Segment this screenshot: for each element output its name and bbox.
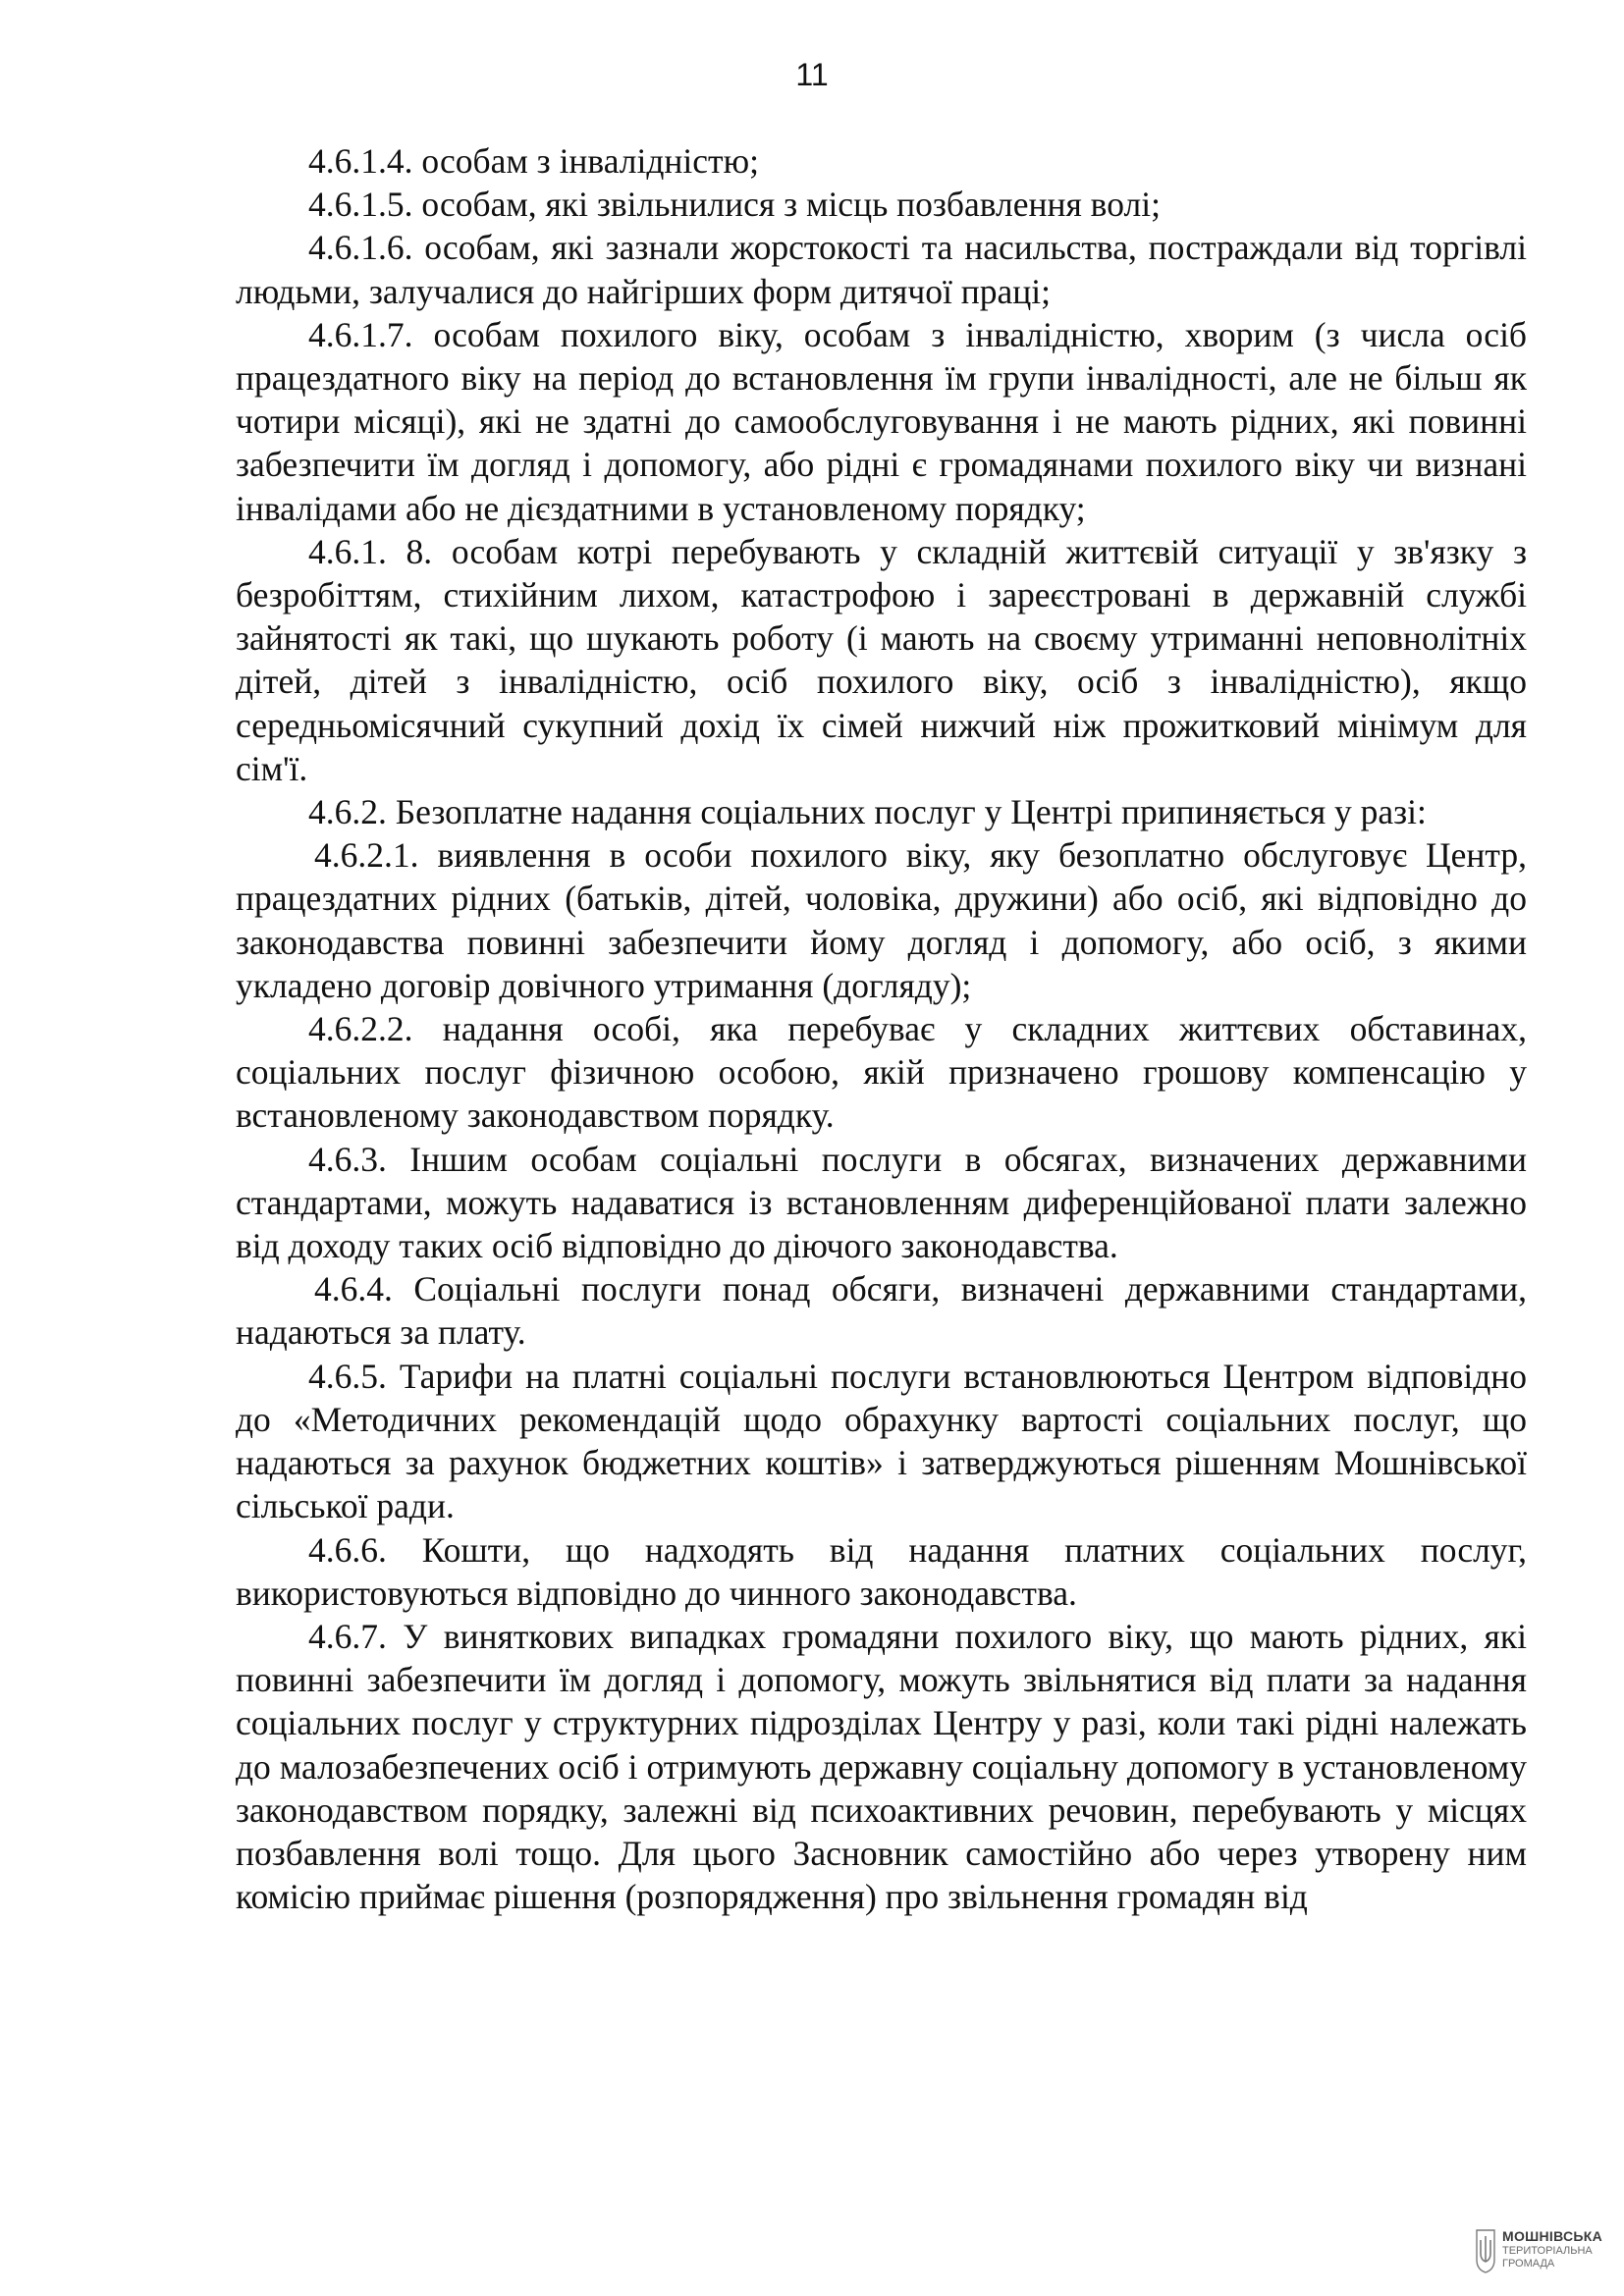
paragraph-4-6-7: 4.6.7. У виняткових випадках громадяни похилого віку, що мають рідних, які повинні забезпечити їм догляд і допомогу, можуть звільнятися від плати за надання соціальних послуг у структурних підрозділах Центру у разі, коли такі рідні належать до малозабезпечених осіб і отримують державну соціальну допомогу в установленому законодавством порядку, залежні від психоактивних речовин, перебувають у місцях позбавлення волі тощо. Для цього Засновник самостійно або через утворену ним комісію приймає рішення (розпорядження) про звільнення громадян від xyxy=(236,1616,1527,1917)
paragraph-4-6-4: 4.6.4. Соціальні послуги понад обсяги, визначені державними стандартами, надаються за плату. xyxy=(236,1269,1527,1353)
page-number: 11 xyxy=(795,57,829,92)
paragraph-4-6-2-2: 4.6.2.2. надання особі, яка перебуває у складних життєвих обставинах, соціальних послуг фізичною особою, якій призначено грошову компенсацію у встановленому законодавством порядку. xyxy=(236,1009,1527,1136)
paragraph-4-6-1-5: 4.6.1.5. особам, які звільнилися з місць позбавлення волі; xyxy=(308,185,1161,225)
trident-emblem-icon xyxy=(1475,2226,1496,2273)
paragraph-4-6-2: 4.6.2. Безоплатне надання соціальних послуг у Центрі припиняється у разі: xyxy=(308,792,1427,832)
paragraph-4-6-5: 4.6.5. Тарифи на платні соціальні послуги встановлюються Центром відповідно до «Методичних рекомендацій щодо обрахунку вартості соціальних послуг, що надаються за рахунок бюджетних коштів» і затверджуються рішенням Мошнівської сільської ради. xyxy=(236,1356,1527,1526)
logo-subtitle-2: ГРОМАДА xyxy=(1502,2258,1555,2269)
paragraph-4-6-1-7: 4.6.1.7. особам похилого віку, особам з інвалідністю, хворим (з числа осіб працездатного віку на період до встановлення їм групи інвалідності, але не більш як чотири місяці), які не здатні до самообслуговування і не мають рідних, які повинні забезпечити їм догляд і допомогу, або рідні є громадянами похилого віку чи визнані інвалідами або не дієздатними в установленому порядку; xyxy=(236,314,1527,528)
logo-title: МОШНІВСЬКА xyxy=(1502,2228,1603,2244)
paragraph-4-6-2-1: 4.6.2.1. виявлення в особи похилого віку, яку безоплатно обслуговує Центр, працездатних рідних (батьків, дітей, чоловіка, дружини) або осіб, які відповідно до законодавства повинні забезпечити йому догляд і допомогу, або осіб, з якими укладено договір довічного утримання (догляду); xyxy=(236,835,1527,1005)
paragraph-4-6-6: 4.6.6. Кошти, що надходять від надання платних соціальних послуг, використовуються відповідно до чинного законодавства. xyxy=(236,1529,1527,1613)
paragraph-4-6-3: 4.6.3. Іншим особам соціальні послуги в обсягах, визначених державними стандартами, можуть надаватися із встановленням диференційованої плати залежно від доходу таких осіб відповідно до діючого законодавства. xyxy=(236,1139,1527,1266)
document-body xyxy=(236,139,1527,1918)
community-logo xyxy=(1475,2226,1622,2277)
paragraph-4-6-1-6: 4.6.1.6. особам, які зазнали жорстокості та насильства, постраждали від торгівлі людьми, залучалися до найгірших форм дитячої праці; xyxy=(236,228,1527,311)
logo-subtitle-1: ТЕРИТОРІАЛЬНА xyxy=(1502,2245,1593,2257)
paragraph-4-6-1-4: 4.6.1.4. особам з інвалідністю; xyxy=(308,141,759,181)
paragraph-4-6-1-8: 4.6.1. 8. особам котрі перебувають у складній життєвій ситуації у зв'язку з безробіттям, стихійним лихом, катастрофою і зареєстровані в державній службі зайнятості як такі, що шукають роботу (і мають на своєму утриманні неповнолітніх дітей, дітей з інвалідністю, осіб похилого віку, осіб з інвалідністю), якщо середньомісячний сукупний дохід їх сімей нижчий ніж прожитковий мінімум для сім'ї. xyxy=(236,531,1527,788)
